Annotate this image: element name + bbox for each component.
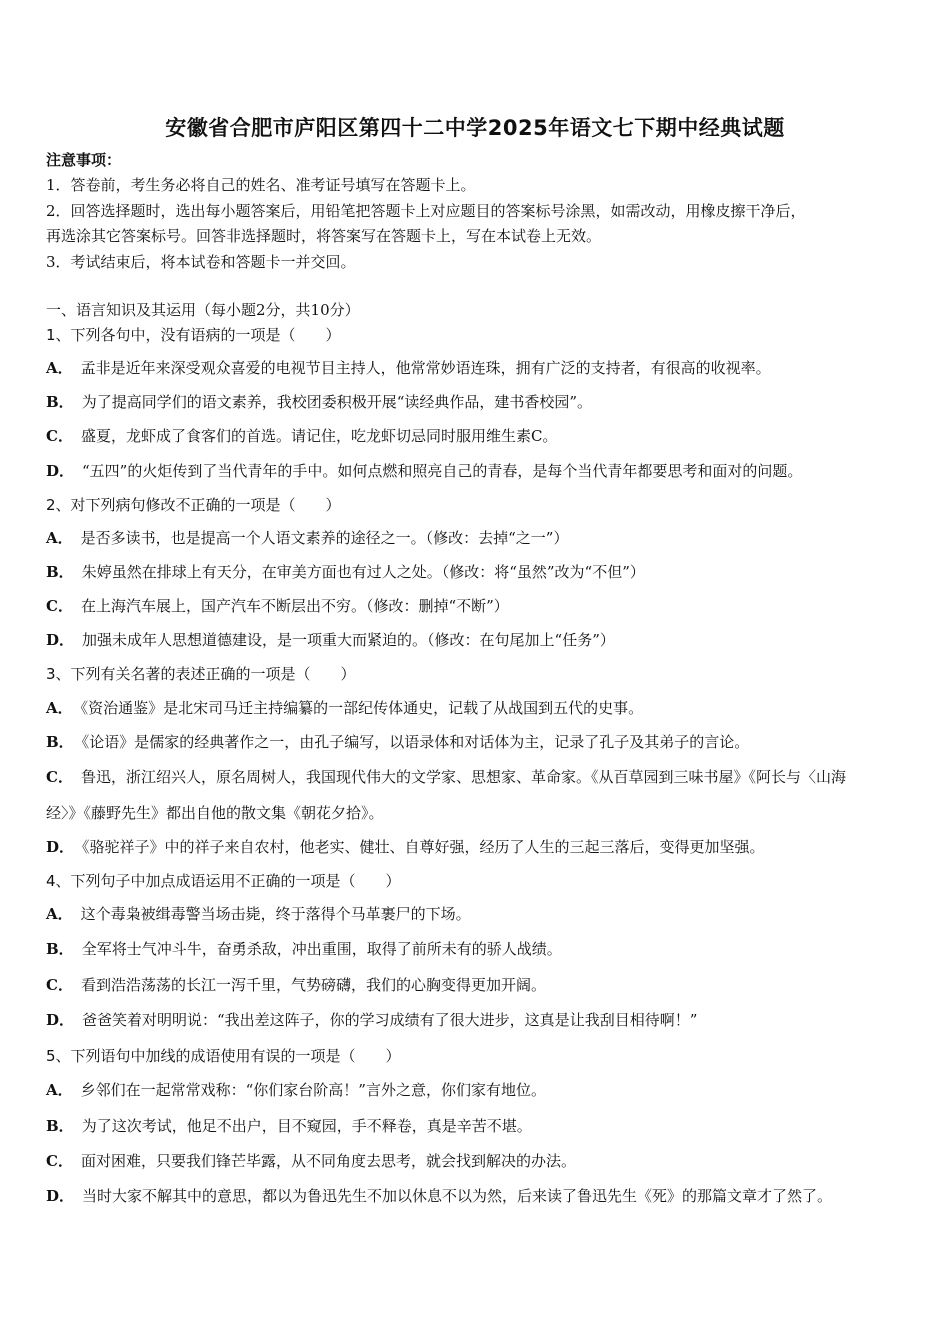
option-letter: B．	[46, 393, 74, 411]
option-text: 为了这次考试，他足不出户，目不窥园，手不释卷，真是辛苦不堪。	[81, 1117, 532, 1135]
option-row	[46, 975, 546, 995]
option-row	[46, 837, 765, 857]
option-row	[46, 939, 562, 959]
option-text: 孟非是近年来深受观众喜爱的电视节目主持人，他常常妙语连珠，拥有广泛的支持者，有很高的收视率。	[80, 359, 771, 377]
option-row	[46, 1116, 532, 1136]
option-text: 加强未成年人思想道德建设，是一项重大而紧迫的。（修改：在句尾加上“任务”）	[82, 631, 615, 649]
section-heading: 一、语言知识及其运用（每小题2分，共10分）	[46, 301, 360, 319]
option-text: 这个毒枭被缉毒警当场击毙，终于落得个马革裹尸的下场。	[80, 905, 471, 923]
option-text: 当时大家不解其中的意思，都以为鲁迅先生不加以休息不以为然，后来读了鲁迅先生《死》的那篇文章才了然了。	[82, 1187, 833, 1205]
option-letter: B．	[46, 563, 74, 581]
page-title: 安徽省合肥市庐阳区第四十二中学2025年语文七下期中经典试题	[165, 116, 785, 140]
notice-item: 1．答卷前，考生务必将自己的姓名、准考证号填写在答题卡上。	[46, 176, 476, 194]
option-text: 为了提高同学们的语文素养，我校团委积极开展“读经典作品，建书香校园”。	[81, 393, 593, 411]
notice-item: 2．回答选择题时，选出每小题答案后，用铅笔把答题卡上对应题目的答案标号涂黑，如需改动，用橡皮擦干净后，	[46, 202, 806, 220]
notice-heading: 注意事项：	[46, 151, 122, 169]
option-row	[46, 732, 749, 752]
option-letter: C．	[46, 597, 73, 615]
option-text: 是否多读书，也是提高一个人语文素养的途径之一。（修改：去掉“之一”）	[80, 529, 569, 547]
notice-item: 再选涂其它答案标号。回答非选择题时，将答案写在答题卡上，写在本试卷上无效。	[46, 227, 602, 245]
option-row	[46, 630, 615, 650]
option-text: 盛夏，龙虾成了食客们的首选。请记住，吃龙虾切忌同时服用维生素C。	[80, 427, 558, 445]
option-row	[46, 698, 643, 718]
option-letter: A．	[46, 699, 73, 717]
option-letter: A．	[46, 529, 73, 547]
option-letter: D．	[46, 1187, 75, 1205]
question-stem: 3、下列有关名著的表述正确的一项是（ ）	[46, 665, 356, 683]
option-row	[46, 1186, 832, 1206]
option-text: 鲁迅，浙江绍兴人，原名周树人，我国现代伟大的文学家、思想家、革命家。《从百草园到三味书屋》《阿长与〈山海	[80, 768, 846, 786]
option-text: 全军将士气冲斗牛，奋勇杀敌，冲出重围，取得了前所未有的骄人战绩。	[81, 940, 562, 958]
option-letter: A．	[46, 905, 73, 923]
option-letter: B．	[46, 940, 74, 958]
option-letter: A．	[46, 1081, 73, 1099]
option-text: 看到浩浩荡荡的长江一泻千里，气势磅礴，我们的心胸变得更加开阔。	[80, 976, 546, 994]
option-text: 《骆驼祥子》中的祥子来自农村，他老实、健壮、自尊好强，经历了人生的三起三落后，变得更加坚强。	[82, 838, 765, 856]
notice-item: 3．考试结束后，将本试卷和答题卡一并交回。	[46, 253, 356, 271]
option-text: 爸爸笑着对明明说：“我出差这阵子，你的学习成绩有了很大进步，这真是让我刮目相待啊！”	[82, 1011, 698, 1029]
option-text: “五四”的火炬传到了当代青年的手中。如何点燃和照亮自己的青春，是每个当代青年都要思考和面对的问题。	[82, 462, 803, 480]
option-row	[46, 596, 509, 616]
option-text: 《资治通鉴》是北宋司马迁主持编纂的一部纪传体通史，记载了从战国到五代的史事。	[80, 699, 644, 717]
option-letter: B．	[46, 1117, 74, 1135]
option-row	[46, 767, 846, 787]
option-text: 乡邻们在一起常常戏称：“你们家台阶高！”言外之意，你们家有地位。	[80, 1081, 546, 1099]
option-row	[46, 426, 557, 446]
option-letter: C．	[46, 768, 73, 786]
option-letter: C．	[46, 427, 73, 445]
option-letter: D．	[46, 838, 75, 856]
question-stem: 4、下列句子中加点成语运用不正确的一项是（ ）	[46, 872, 401, 890]
option-letter: A．	[46, 359, 73, 377]
option-row	[46, 1151, 576, 1171]
option-row	[46, 461, 802, 481]
option-row	[46, 562, 645, 582]
option-text: 朱婷虽然在排球上有天分，在审美方面也有过人之处。（修改：将“虽然”改为“不但”）	[81, 563, 645, 581]
option-letter: D．	[46, 462, 75, 480]
option-row	[46, 1080, 546, 1100]
option-row	[46, 1010, 697, 1030]
question-stem: 2、对下列病句修改不正确的一项是（ ）	[46, 496, 341, 514]
question-stem: 5、下列语句中加线的成语使用有误的一项是（ ）	[46, 1047, 401, 1065]
option-row	[46, 528, 568, 548]
option-text: 在上海汽车展上，国产汽车不断层出不穷。（修改：删掉“不断”）	[80, 597, 509, 615]
option-continuation: 经〉》《藤野先生》都出自他的散文集《朝花夕拾》。	[46, 804, 384, 822]
option-text: 面对困难，只要我们锋芒毕露，从不同角度去思考，就会找到解决的办法。	[80, 1152, 576, 1170]
option-letter: D．	[46, 631, 75, 649]
option-row	[46, 358, 771, 378]
option-row	[46, 392, 592, 412]
option-letter: C．	[46, 1152, 73, 1170]
option-letter: C．	[46, 976, 73, 994]
option-text: 《论语》是儒家的经典著作之一，由孔子编写，以语录体和对话体为主，记录了孔子及其弟子的言论。	[81, 733, 750, 751]
option-letter: D．	[46, 1011, 75, 1029]
option-row	[46, 904, 471, 924]
option-letter: B．	[46, 733, 74, 751]
question-stem: 1、下列各句中，没有语病的一项是（ ）	[46, 326, 341, 344]
